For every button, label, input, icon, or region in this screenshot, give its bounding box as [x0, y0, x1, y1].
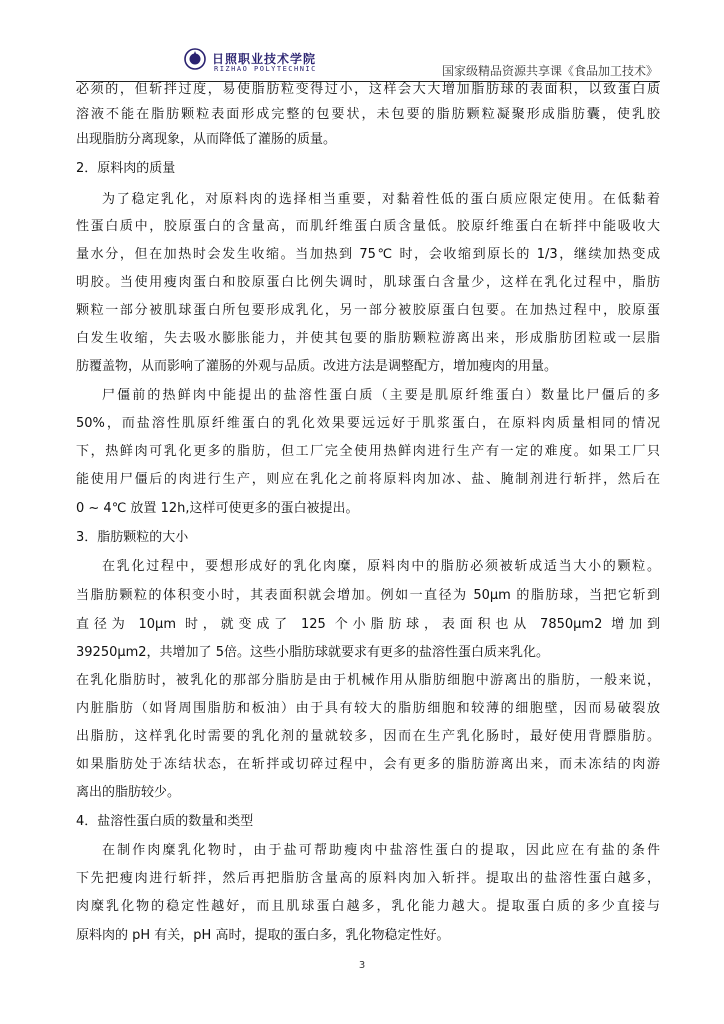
paragraph-line: 0 ~ 4℃ 放置 12h,这样可使更多的蛋白被提出。: [76, 501, 359, 516]
paragraph-line: 50%，而盐溶性肌原纤维蛋白的乳化效果要远远好于肌浆蛋白，在原料肉质量相同的情况: [76, 416, 660, 431]
school-name-en: RIZHAO POLYTECHNIC: [214, 65, 317, 73]
paragraph-line: 能使用尸僵后的肉进行生产，则应在乳化之前将原料肉加冰、盐、腌制剂进行斩拌，然后在: [76, 472, 660, 487]
course-title: 国家级精品资源共享课《食品加工技术》: [441, 64, 658, 78]
paragraph-line: 必须的，但斩拌过度，易使脂肪粒变得过小，这样会大大增加脂肪球的表面积，以致蛋白质: [76, 82, 660, 97]
paragraph-line: 出脂肪，这样乳化时需要的乳化剂的量就较多，因而在生产乳化肠时，最好使用背膘脂肪。: [76, 729, 660, 744]
section-heading: 3．脂肪颗粒的大小: [76, 530, 189, 545]
paragraph-line: 39250μm2，共增加了 5倍。这些小脂肪球就要求有更多的盐溶性蛋白质来乳化。: [76, 645, 549, 660]
paragraph-line: 颗粒一部分被肌球蛋白所包要形成乳化，另一部分被胶原蛋白包要。在加热过程中，胶原蛋: [76, 303, 660, 318]
paragraph-line: 出现脂肪分离现象，从而降低了灌肠的质量。: [76, 132, 337, 147]
paragraph-line: 在制作肉糜乳化物时，由于盐可帮助瘦肉中盐溶性蛋白的提取，因此应在有盐的条件: [102, 843, 660, 858]
section-heading: 2．原料肉的质量: [76, 161, 176, 176]
paragraph-line: 内脏脂肪（如肾周围脂肪和板油）由于具有较大的脂肪细胞和较薄的细胞壁，因而易破裂放: [76, 701, 660, 716]
paragraph-line: 原料肉的 pH 有关，pH 高时，提取的蛋白多，乳化物稳定性好。: [76, 928, 450, 943]
page-header: [76, 40, 660, 82]
paragraph-line: 直径为 10μm 时，就变成了 125 个小脂肪球，表面积也从 7850μm2 增加到: [76, 617, 660, 632]
section-heading: 4．盐溶性蛋白质的数量和类型: [76, 814, 254, 829]
school-logo: [184, 48, 394, 78]
page-number: 3: [358, 960, 366, 971]
paragraph-line: 当脂肪颗粒的体积变小时，其表面积就会增加。例如一直径为 50μm 的脂肪球，当把它斩到: [76, 588, 660, 603]
paragraph-line: 下，热鲜肉可乳化更多的脂肪，但工厂完全使用热鲜肉进行生产有一定的难度。如果工厂只: [76, 444, 660, 459]
paragraph-line: 在乳化过程中，要想形成好的乳化肉糜，原料肉中的脂肪必须被斩成适当大小的颗粒。: [102, 559, 660, 574]
paragraph-line: 量水分，但在加热时会发生收缩。当加热到 75℃ 时，会收缩到原长的 1/3，继续加热变成: [76, 247, 660, 262]
paragraph-line: 在乳化脂肪时，被乳化的那部分脂肪是由于机械作用从脂肪细胞中游离出的脂肪，一般来说，: [76, 673, 660, 688]
paragraph-line: 明胶。当使用瘦肉蛋白和胶原蛋白比例失调时，肌球蛋白含量少，这样在乳化过程中，脂肪: [76, 275, 660, 290]
paragraph-line: 如果脂肪处于冻结状态，在斩拌或切碎过程中，会有更多的脂肪游离出来，而未冻结的肉游: [76, 757, 660, 772]
paragraph-line: 性蛋白质中，胶原蛋白的含量高，而肌纤维蛋白质含量低。胶原纤维蛋白在斩拌中能吸收大: [76, 219, 660, 234]
school-emblem-icon: [184, 48, 206, 70]
paragraph-line: 肉糜乳化物的稳定性越好，而且肌球蛋白越多，乳化能力越大。提取蛋白质的多少直接与: [76, 899, 660, 914]
paragraph-line: 下先把瘦肉进行斩拌，然后再把脂肪含量高的原料肉加入斩拌。提取出的盐溶性蛋白越多，: [76, 871, 660, 886]
paragraph-line: 白发生收缩，失去吸水膨胀能力，并使其包要的脂肪颗粒游离出来，形成脂肪团粒或一层脂: [76, 331, 660, 346]
paragraph-line: 离出的脂肪较少。: [76, 785, 181, 800]
paragraph-line: 溶液不能在脂肪颗粒表面形成完整的包要状，未包要的脂肪颗粒凝聚形成脂肪囊，使乳胶: [76, 107, 660, 122]
school-name: 日照职业技术学院: [212, 52, 317, 66]
paragraph-line: 为了稳定乳化，对原料肉的选择相当重要，对黏着性低的蛋白质应限定使用。在低黏着: [102, 192, 660, 207]
paragraph-line: 肪覆盖物，从而影响了灌肠的外观与品质。改进方法是调整配方，增加瘦肉的用量。: [76, 359, 558, 374]
paragraph-line: 尸僵前的热鲜肉中能提出的盐溶性蛋白质（主要是肌原纤维蛋白）数量比尸僵后的多: [102, 388, 660, 403]
